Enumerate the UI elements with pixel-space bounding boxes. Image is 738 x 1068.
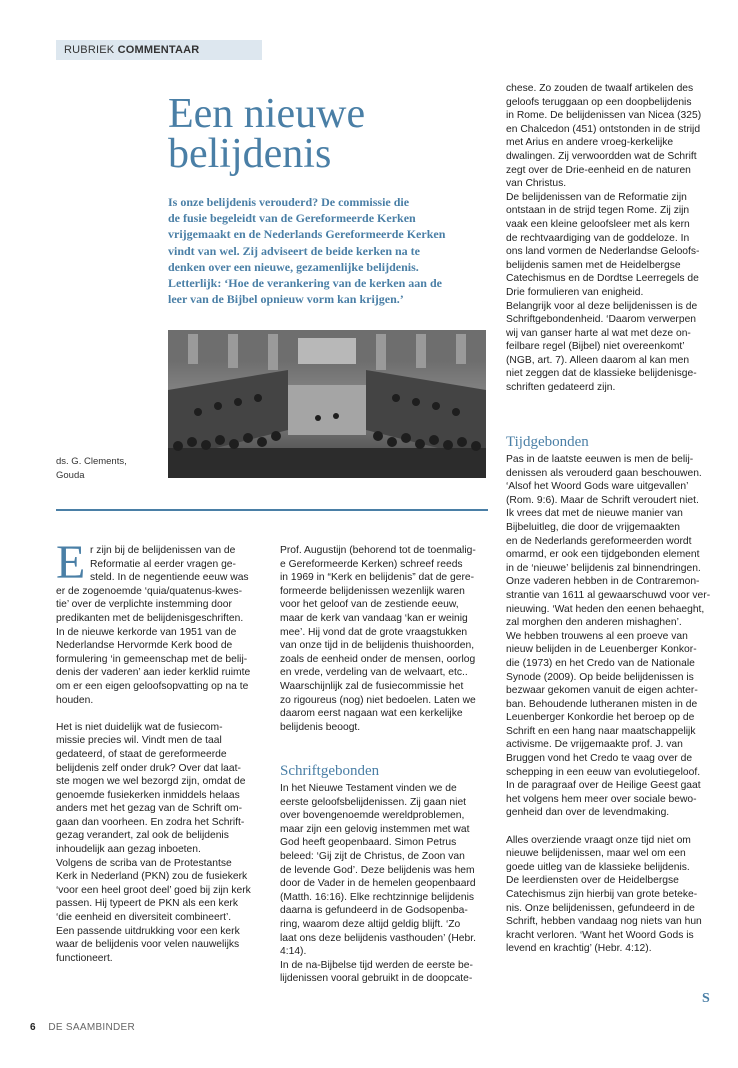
lead-line: Is onze belijdenis verouderd? De commissie die xyxy=(168,195,410,209)
text-line: Onze vaderen hebben in de Contraremon- xyxy=(506,576,700,588)
text-line: houden. xyxy=(56,694,94,706)
text-line: Nederlandse Hervormde Kerk bood de xyxy=(56,640,233,652)
text-line: In de nieuwe kerkorde van 1951 van de xyxy=(56,626,237,638)
text-line: lijdenissen vooral gebruikt in de doopcate- xyxy=(280,973,473,985)
text-line: in 1969 in “Kerk en belijdenis” dat de gere- xyxy=(280,572,475,584)
text-line: geloofs teruggaan op een doopbelijdenis xyxy=(506,96,692,108)
column-3-end-body xyxy=(506,453,718,956)
text-line: door de Vader in de hemelen geopenbaard xyxy=(280,878,476,890)
text-line: gaan dan voorheen. En zodra het Schrift- xyxy=(56,816,245,828)
text-line: Het is niet duidelijk wat de fusiecom- xyxy=(56,721,223,733)
article-lead xyxy=(168,194,486,307)
text-line xyxy=(56,707,262,721)
rubriek-name: COMMENTAAR xyxy=(117,44,200,56)
column-3-continued xyxy=(506,453,718,956)
text-line: die (1973) en het Credo van de Nationale xyxy=(506,657,695,669)
text-line: Belangrijk voor al deze belijdenissen is de xyxy=(506,300,698,312)
title-line-2: belijdenis xyxy=(168,131,332,177)
text-line: niet zeggen dat de klassieke belijdenisge- xyxy=(506,368,697,380)
text-line: belijdenis beoogt. xyxy=(280,721,361,733)
text-line: ontstaan in de strijd tegen Rome. Zij zijn xyxy=(506,205,690,217)
text-line: Volgens de scriba van de Protestantse xyxy=(56,857,232,869)
text-line: genoemde fusiekerken inmiddels helaas xyxy=(56,789,240,801)
text-line: belijdenis samen met de Heidelbergse xyxy=(506,259,681,271)
end-mark-icon: S xyxy=(702,991,710,1006)
text-line: functioneert. xyxy=(56,952,113,964)
text-line: Reformatie al eerder vragen ge- xyxy=(90,558,236,570)
column-2-continued xyxy=(280,782,490,986)
magazine-name: DE SAAMBINDER xyxy=(48,1022,136,1033)
text-line: anders met het gezag van de Schrift om- xyxy=(56,803,243,815)
lead-line: de fusie begeleidt van de Gereformeerde Kerken xyxy=(168,211,416,226)
text-line: laat ons deze belijdenis vasthouden’ (Hebr. xyxy=(280,932,476,944)
text-line: activisme. De vrijgemaakte prof. J. van xyxy=(506,739,683,751)
text-line: Catechismus en de Dordtse Leerregels de xyxy=(506,273,699,285)
text-line: voor het geloof van de zestiende eeuw, xyxy=(280,599,459,611)
text-line: bezwaar gekomen vanuit de eigen achter- xyxy=(506,685,698,697)
text-line: Schrift en een hang naar maatschappelijk xyxy=(506,725,696,737)
text-line: beleed: ‘Gij zijt de Christus, de Zoon van xyxy=(280,850,465,862)
text-line: zoals de eenheid onder de mensen, oorlog xyxy=(280,653,476,665)
synod-photo xyxy=(168,330,486,478)
synod-engraving-image xyxy=(168,330,486,478)
text-line: tie’ over de verplichte instemming door xyxy=(56,599,232,611)
column-2 xyxy=(280,544,490,734)
text-line: Pas in de laatste eeuwen is men de belij- xyxy=(506,454,694,465)
text-line: om er een eigen geloofsopvatting op na te xyxy=(56,680,249,692)
title-line-1: Een nieuwe xyxy=(168,91,366,137)
text-line: Drie formulieren van enigheid. xyxy=(506,286,644,298)
text-line: nis. Onze belijdenissen, gefundeerd in de xyxy=(506,902,695,914)
text-line: ste mogen we wel bezorgd zijn, omdat de xyxy=(56,776,246,788)
text-line: De leerdiensten over de Heidelbergse xyxy=(506,875,679,887)
rubriek-prefix: RUBRIEK xyxy=(64,44,115,56)
text-line: God heeft geopenbaard. Simon Petrus xyxy=(280,837,457,849)
text-line: De belijdenissen van de Reformatie zijn xyxy=(506,191,687,203)
column-2-intro xyxy=(280,544,490,734)
text-line: zal morghen den anderen mishaghen’. xyxy=(506,617,682,629)
text-line: Waarschijnlijk zal de fusiecommissie het xyxy=(280,680,464,692)
text-line: chese. Zo zouden de twaalf artikelen des xyxy=(506,83,694,94)
text-line: Prof. Augustijn (behorend tot de toenmalig- xyxy=(280,545,476,556)
text-line: 4:14). xyxy=(280,946,307,958)
text-line: de rechtvaardiging van de goddeloze. In xyxy=(506,232,690,244)
text-line: van onze tijd in de belijdenis thuishoorden, xyxy=(280,640,475,652)
text-line: Schrift, hebben vandaag nog niets van hun xyxy=(506,916,702,928)
text-line: van Christus. xyxy=(506,178,567,190)
text-line: wij van ganser harte al wat met deze on- xyxy=(506,327,691,339)
text-line: levend en krachtig’ (Hebr. 4:12). xyxy=(506,943,652,955)
text-line: met Arius en andere vroeg-kerkelijke xyxy=(506,137,674,149)
author-caption xyxy=(56,455,156,483)
column-2-body xyxy=(280,782,490,986)
text-line: gedateerd, of staat de gereformeerde xyxy=(56,748,227,760)
text-line: denis der vaderen’ aan ieder kerklid ruimte xyxy=(56,667,251,679)
text-line: Schriftgebondenheid. ‘Daarom verwerpen xyxy=(506,314,697,326)
text-line: genheid dan over de levendmaking. xyxy=(506,807,670,819)
text-line: denissen als verouderd gaan beschouwen. xyxy=(506,467,702,479)
text-line: goede uitleg van de klassieke belijdenis. xyxy=(506,861,690,873)
text-line: Ik vrees dat met de nieuwe manier van xyxy=(506,508,683,520)
text-line: ban. Behoudende lutheranen misten in de xyxy=(506,698,698,710)
text-line: (Rom. 9:6). Maar de Schrift veroudert niet. xyxy=(506,494,699,506)
text-line: Alles overziende vraagt onze tijd niet om xyxy=(506,834,691,846)
lead-line: vrijgemaakt en de Nederlands Gereformeerde Kerken xyxy=(168,227,446,242)
text-line: belijdenis zelf onder druk? Over dat laat- xyxy=(56,762,241,774)
text-line: eerste geloofsbelijdenissen. Zij gaan niet xyxy=(280,796,467,808)
text-line: dwalingen. Zij verwoordden wat de Schrift xyxy=(506,150,697,162)
text-line: In de paragraaf over de Heilige Geest gaat xyxy=(506,780,701,792)
text-line: feilbare regel (Bijbel) niet overeenkomt’ xyxy=(506,341,685,353)
text-line: ring, waarom deze altijd geldig blijft. ‘Zo xyxy=(280,918,461,930)
text-line: ‘die eenheid en diversiteit combineert’. xyxy=(56,912,232,924)
text-line: Synode (2009). Op beide belijdenissen is xyxy=(506,671,694,683)
lead-line: denken over een nieuwe, gezamenlijke belijdenis. xyxy=(168,259,419,274)
text-line: Catechismus zijn hierbij van grote beteke- xyxy=(506,889,698,900)
text-line: steld. In de negentiende eeuw was xyxy=(90,572,249,584)
section-divider xyxy=(56,509,488,511)
text-line: in de ‘nieuwe’ belijdenis zal binnendringen. xyxy=(506,562,701,574)
text-line: en vrede, verdeling van de welvaart, etc.. xyxy=(280,667,468,679)
subheading-tijdgebonden: Tijdgebonden xyxy=(506,434,589,450)
text-line: In de na-Bijbelse tijd werden de eerste be- xyxy=(280,959,473,971)
text-line: inhoudelijk aan gezag inboeten. xyxy=(56,844,201,856)
text-line: predikanten met de belijdenisgeschriften. xyxy=(56,612,244,624)
text-line: passen. Hij typeert de PKN als een kerk xyxy=(56,898,239,910)
text-line: ‘Alsof het Woord Gods ware uitgevallen’ xyxy=(506,481,689,493)
text-line: en de Nederlands gereformeerden wordt xyxy=(506,535,692,547)
text-line: de levende God’. Deze belijdenis was hem xyxy=(280,864,475,876)
rubriek-label xyxy=(56,40,262,60)
text-line: maar zijn een gelovig instemmen met wat xyxy=(280,823,470,835)
text-line: het volgens hem meer over sociale bewo- xyxy=(506,793,697,805)
text-line xyxy=(506,820,718,834)
text-line: missie precies wil. Vindt men de taal xyxy=(56,735,222,747)
text-line: e Gereformeerde Kerken) schreef reeds xyxy=(280,558,463,570)
lead-line: leer van de Bijbel opnieuw vorm kan krijgen.’ xyxy=(168,292,404,307)
text-line: Bijbeluitleg, die door de vrijgemaakten xyxy=(506,521,681,533)
text-line: ons land vormen de Nederlandse Geloofs- xyxy=(506,246,700,258)
column-3 xyxy=(506,82,718,395)
text-line: in Rome. De belijdenissen van Nicea (325) xyxy=(506,110,702,122)
text-line: er de zogenoemde ‘quia/quatenus-kwes- xyxy=(56,585,243,597)
text-line: In het Nieuwe Testament vinden we de xyxy=(280,783,457,794)
column-3-body xyxy=(506,82,718,395)
text-line: formulering ‘in gemeenschap met de belij- xyxy=(56,653,248,665)
text-line: gezag verandert, zal ook de belijdenis xyxy=(56,830,229,842)
column-1-body xyxy=(56,536,262,965)
text-line: ‘voor een heel groot deel’ goed bij zijn kerk xyxy=(56,884,251,896)
text-line: nieuwing. ‘Wat heden den eenen behaeght, xyxy=(506,603,705,615)
text-line: r zijn bij de belijdenissen van de xyxy=(90,545,236,556)
lead-line: vindt van wel. Zij adviseert de beide kerken na te xyxy=(168,243,420,258)
page-number: 6 xyxy=(30,1022,36,1033)
text-line: Een passende uitdrukking voor een kerk xyxy=(56,925,240,937)
text-line: maar de kerk van vandaag ‘kan er weinig xyxy=(280,612,468,624)
text-line: (NGB, art. 7). Alleen daarom al kan men xyxy=(506,354,690,366)
text-line: Leuenberger Konkordie het beroep op de xyxy=(506,712,695,724)
text-line: en Chalcedon (451) ontstonden in de strijd xyxy=(506,123,701,135)
dropcap: E xyxy=(56,536,86,589)
page-footer xyxy=(30,1022,135,1033)
text-line: Kerk in Nederland (PKN) zou de fusiekerk xyxy=(56,871,248,883)
text-line: strantie van 1611 al gewaarschuwd voor ver- xyxy=(506,589,711,601)
text-line: nieuwe belijdenissen, maar wel om een xyxy=(506,848,686,860)
text-line: zo rigoureus (nog) niet bedoelen. Laten we xyxy=(280,694,476,706)
text-line: mee’. Hij vond dat de grote vraagstukken xyxy=(280,626,468,638)
column-1 xyxy=(56,536,262,965)
text-line: (Matth. 16:16). Elke rechtzinnige belijdenis xyxy=(280,891,475,903)
article-title xyxy=(168,91,488,177)
text-line: nieuw belijden in de Leuenberger Konkor- xyxy=(506,644,697,656)
text-line: daarna is gefundeerd in de Godsopenba- xyxy=(280,905,468,917)
text-line: Bruggen vond het Credo te vaag over de xyxy=(506,753,693,765)
subheading-schriftgebonden: Schriftgebonden xyxy=(280,763,380,779)
text-line: schriften gedateerd zijn. xyxy=(506,382,616,394)
text-line: kracht verloren. ‘Want het Woord Gods is xyxy=(506,929,694,941)
text-line: formeerde belijdenissen wezenlijk waren xyxy=(280,585,465,597)
lead-line: Letterlijk: ‘Hoe de verankering van de kerken aan de xyxy=(168,276,442,291)
text-line: daarom eerst nagaan wat een kerkelijke xyxy=(280,708,463,720)
text-line: zegt over de Drie-eenheid en de naturen xyxy=(506,164,691,176)
text-line: We hebben trouwens al een proeve van xyxy=(506,630,688,642)
author-name: ds. G. Clements, xyxy=(56,456,127,467)
text-line: omarmd, er ook een tijdgebonden element xyxy=(506,549,700,561)
text-line: waar de belijdenis voor velen nauwelijks xyxy=(56,939,240,951)
text-line: schepping in een eeuw van evolutiegeloof. xyxy=(506,766,701,778)
text-line: vaak een kleine geloofsleer met als kern xyxy=(506,218,690,230)
author-place: Gouda xyxy=(56,470,85,481)
text-line: over bovengenoemde wereldproblemen, xyxy=(280,810,465,822)
